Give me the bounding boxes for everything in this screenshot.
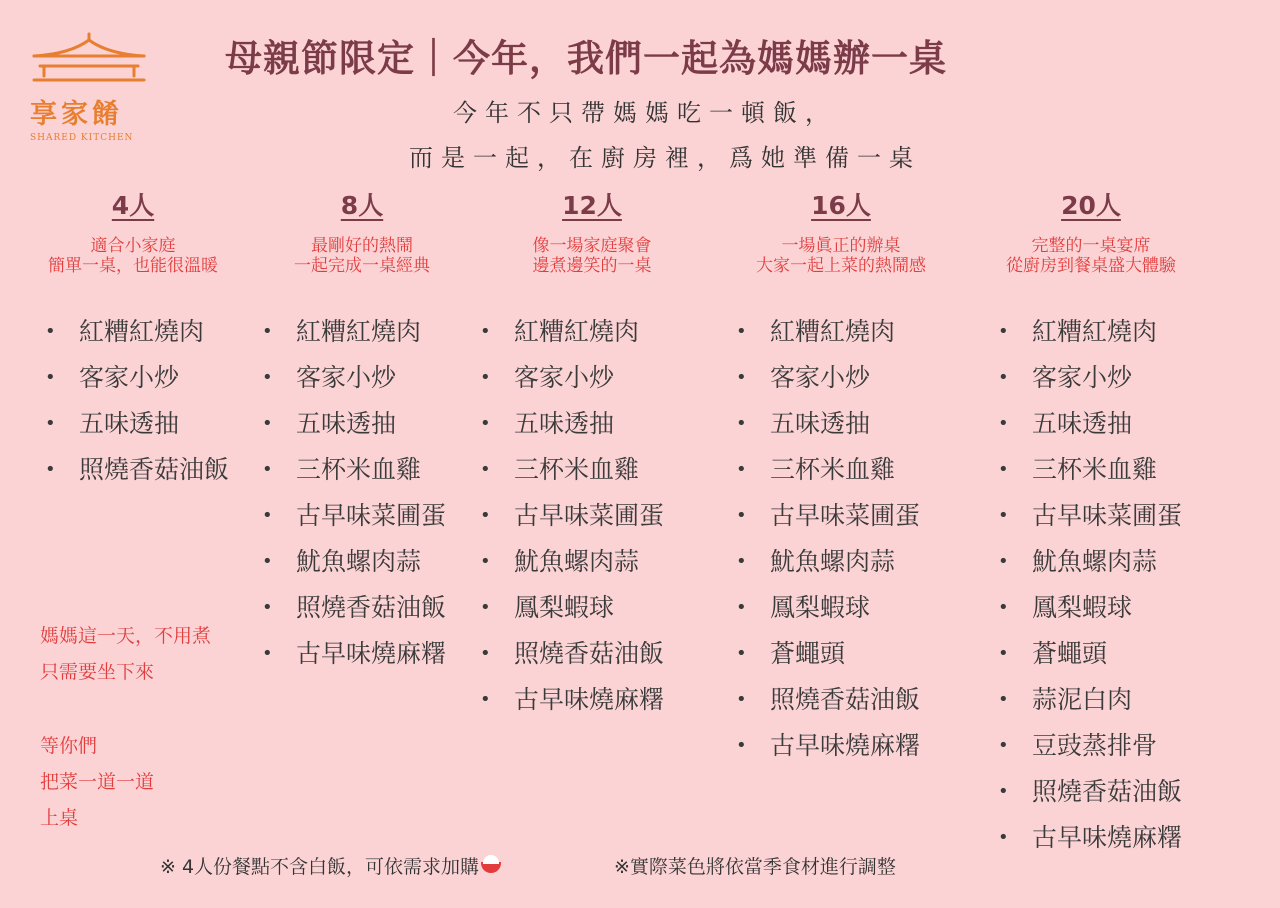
list-item: • 三杯米血雞 [998, 455, 1182, 501]
plan-desc-line2: 從廚房到餐桌盛大體驗 [1006, 256, 1176, 276]
list-item: • 鳳梨蝦球 [480, 593, 664, 639]
brand-name: 享家餚 [30, 99, 123, 130]
list-item: • 紅糟紅燒肉 [736, 317, 920, 363]
list-item: • 照燒香菇油飯 [45, 455, 229, 501]
dish-list-8 [262, 317, 446, 685]
list-item: • 三杯米血雞 [262, 455, 446, 501]
side-note-line: 只需要坐下來 [40, 661, 155, 683]
plan-desc-line2: 簡單一桌，也能很溫暖 [48, 256, 218, 276]
list-item: • 五味透抽 [45, 409, 229, 455]
list-item: • 五味透抽 [998, 409, 1182, 455]
plan-header-16 [716, 186, 966, 276]
list-item: • 鳳梨蝦球 [998, 593, 1182, 639]
list-item: • 古早味燒麻糬 [480, 685, 664, 731]
subtitle-line-2: 而是一起，在廚房裡，爲她準備一桌 [409, 144, 921, 172]
list-item: • 三杯米血雞 [480, 455, 664, 501]
list-item: • 五味透抽 [262, 409, 446, 455]
plan-desc-line1: 完整的一桌宴席 [1031, 236, 1151, 256]
list-item: • 紅糟紅燒肉 [45, 317, 229, 363]
list-item: • 魷魚螺肉蒜 [480, 547, 664, 593]
plan-size: 12人 [562, 191, 622, 220]
list-item: • 古早味燒麻糬 [262, 639, 446, 685]
list-item: • 客家小炒 [736, 363, 920, 409]
page-title: 母親節限定｜今年，我們一起為媽媽辦一桌 [225, 37, 947, 80]
list-item: • 五味透抽 [480, 409, 664, 455]
plan-size: 16人 [811, 191, 871, 220]
footer-note-seasonal: ※實際菜色將依當季食材進行調整 [614, 856, 896, 878]
list-item: • 豆豉蒸排骨 [998, 731, 1182, 777]
list-item: • 客家小炒 [262, 363, 446, 409]
list-item: • 照燒香菇油飯 [262, 593, 446, 639]
plan-size: 20人 [1061, 191, 1121, 220]
brand-subtitle: SHARED KITCHEN [30, 133, 134, 143]
list-item: • 三杯米血雞 [736, 455, 920, 501]
list-item: • 魷魚螺肉蒜 [736, 547, 920, 593]
list-item: • 古早味菜圃蛋 [736, 501, 920, 547]
plan-size: 4人 [111, 191, 155, 220]
list-item: • 照燒香菇油飯 [480, 639, 664, 685]
list-item: • 紅糟紅燒肉 [262, 317, 446, 363]
list-item: • 魷魚螺肉蒜 [998, 547, 1182, 593]
plan-desc-line1: 一場眞正的辦桌 [781, 236, 901, 256]
list-item: • 客家小炒 [45, 363, 229, 409]
list-item: • 客家小炒 [998, 363, 1182, 409]
plan-header-8 [237, 186, 487, 276]
list-item: • 照燒香菇油飯 [998, 777, 1182, 823]
roof-logo-icon [30, 32, 148, 84]
dish-list-20 [998, 317, 1182, 869]
plan-header-12 [467, 186, 717, 276]
list-item: • 蒜泥白肉 [998, 685, 1182, 731]
plan-desc-line1: 像一場家庭聚會 [532, 236, 652, 256]
plan-desc-line1: 適合小家庭 [90, 236, 176, 256]
list-item: • 照燒香菇油飯 [736, 685, 920, 731]
list-item: • 鳳梨蝦球 [736, 593, 920, 639]
list-item: • 古早味菜圃蛋 [998, 501, 1182, 547]
dish-list-12 [480, 317, 664, 731]
plan-desc-line2: 一起完成一桌經典 [294, 256, 430, 276]
list-item: • 五味透抽 [736, 409, 920, 455]
side-note-bottom [40, 728, 154, 836]
rice-bowl-icon [481, 862, 501, 873]
list-item: • 紅糟紅燒肉 [998, 317, 1182, 363]
side-note-line: 上桌 [40, 807, 79, 829]
plan-size: 8人 [340, 191, 384, 220]
list-item: • 古早味菜圃蛋 [480, 501, 664, 547]
subtitle-line-1: 今年不只帶媽媽吃一頓飯， [453, 99, 837, 127]
side-note-top [40, 618, 211, 690]
plan-desc-line1: 最剛好的熱鬧 [311, 236, 413, 256]
plan-header-4 [8, 186, 258, 276]
list-item: • 紅糟紅燒肉 [480, 317, 664, 363]
footer-note-text: ※ 4人份餐點不含白飯，可依需求加購 [160, 856, 480, 878]
list-item: • 古早味燒麻糬 [736, 731, 920, 777]
side-note-line: 媽媽這一天，不用煮 [40, 625, 212, 647]
dish-list-4 [45, 317, 229, 501]
dish-list-16 [736, 317, 920, 777]
plan-desc-line2: 邊煮邊笑的一桌 [532, 256, 652, 276]
plan-header-20 [966, 186, 1216, 276]
side-note-line: 把菜一道一道 [40, 771, 155, 793]
list-item: • 古早味菜圃蛋 [262, 501, 446, 547]
side-note-line: 等你們 [40, 735, 98, 757]
list-item: • 蒼蠅頭 [998, 639, 1182, 685]
list-item: • 古早味燒麻糬 [998, 823, 1182, 869]
plan-desc-line2: 大家一起上菜的熱鬧感 [756, 256, 926, 276]
list-item: • 魷魚螺肉蒜 [262, 547, 446, 593]
list-item: • 客家小炒 [480, 363, 664, 409]
list-item: • 蒼蠅頭 [736, 639, 920, 685]
footer-note-rice [160, 852, 501, 879]
